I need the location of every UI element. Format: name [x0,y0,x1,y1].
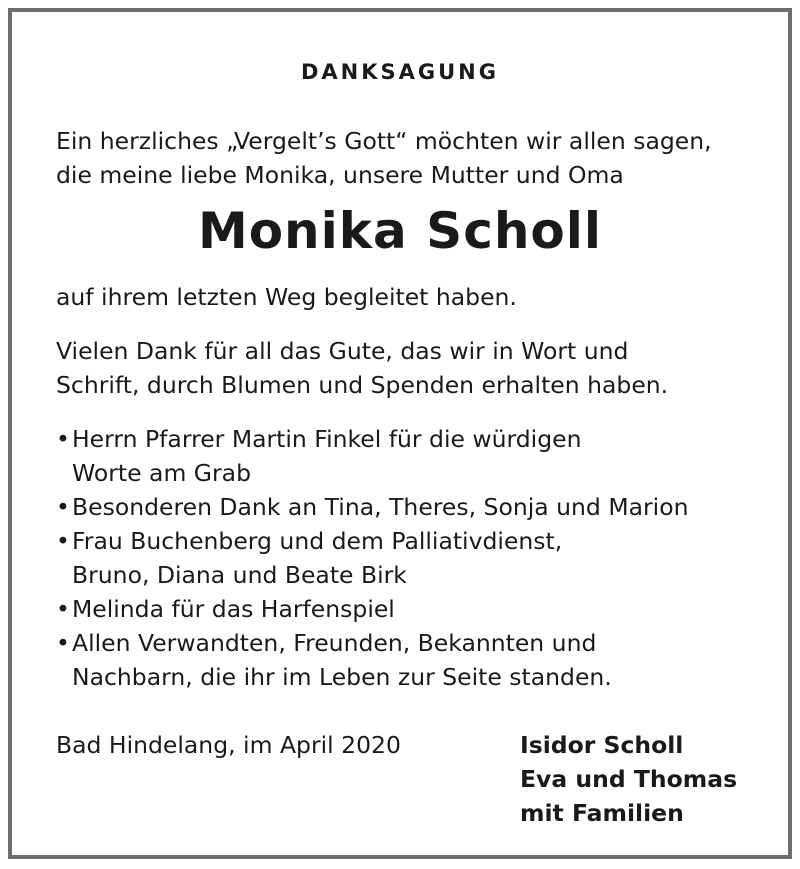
signer-line-3: mit Familien [520,799,684,827]
bullet-dot: • [56,425,70,453]
after-name-text: auf ihrem letzten Weg begleitet haben. [56,283,517,311]
list-item-line: Melinda für das Harfenspiel [72,595,395,623]
notice-frame [8,8,792,859]
place-date: Bad Hindelang, im April 2020 [56,731,401,759]
signer-line-2: Eva und Thomas [520,765,738,793]
list-item-line: Allen Verwandten, Freunden, Bekannten und [72,629,597,657]
bullet-dot: • [56,527,70,555]
bullet-dot: • [56,595,70,623]
list-item [56,626,688,694]
thanks-list [56,422,688,694]
bullet-dot: • [56,629,70,657]
thanks-line-1: Vielen Dank für all das Gute, das wir in Wort und [56,337,629,365]
list-item-line: Herrn Pfarrer Martin Finkel für die würdigen [72,425,582,453]
list-item-line: Frau Buchenberg und dem Palliativdienst, [72,527,563,555]
notice-heading: DANKSAGUNG [300,60,499,84]
thanks-line-2: Schrift, durch Blumen und Spenden erhalten haben. [56,371,669,399]
signer-line-1: Isidor Scholl [520,731,684,759]
list-item [56,592,688,626]
deceased-name: Monika Scholl [197,202,603,260]
intro-text [56,124,712,192]
bullet-dot: • [56,493,70,521]
list-item-line: Besonderen Dank an Tina, Theres, Sonja und Marion [72,493,689,521]
intro-line-2: die meine liebe Monika, unsere Mutter und Oma [56,161,624,189]
list-item [56,422,688,490]
list-item [56,490,688,524]
signers-block [520,728,737,830]
intro-line-1: Ein herzliches „Vergelt’s Gott“ möchten wir allen sagen, [56,127,712,155]
list-item-line: Bruno, Diana und Beate Birk [72,561,407,589]
list-item [56,524,688,592]
list-item-line: Worte am Grab [72,459,251,487]
thanks-text [56,334,668,402]
list-item-line: Nachbarn, die ihr im Leben zur Seite standen. [72,663,612,691]
